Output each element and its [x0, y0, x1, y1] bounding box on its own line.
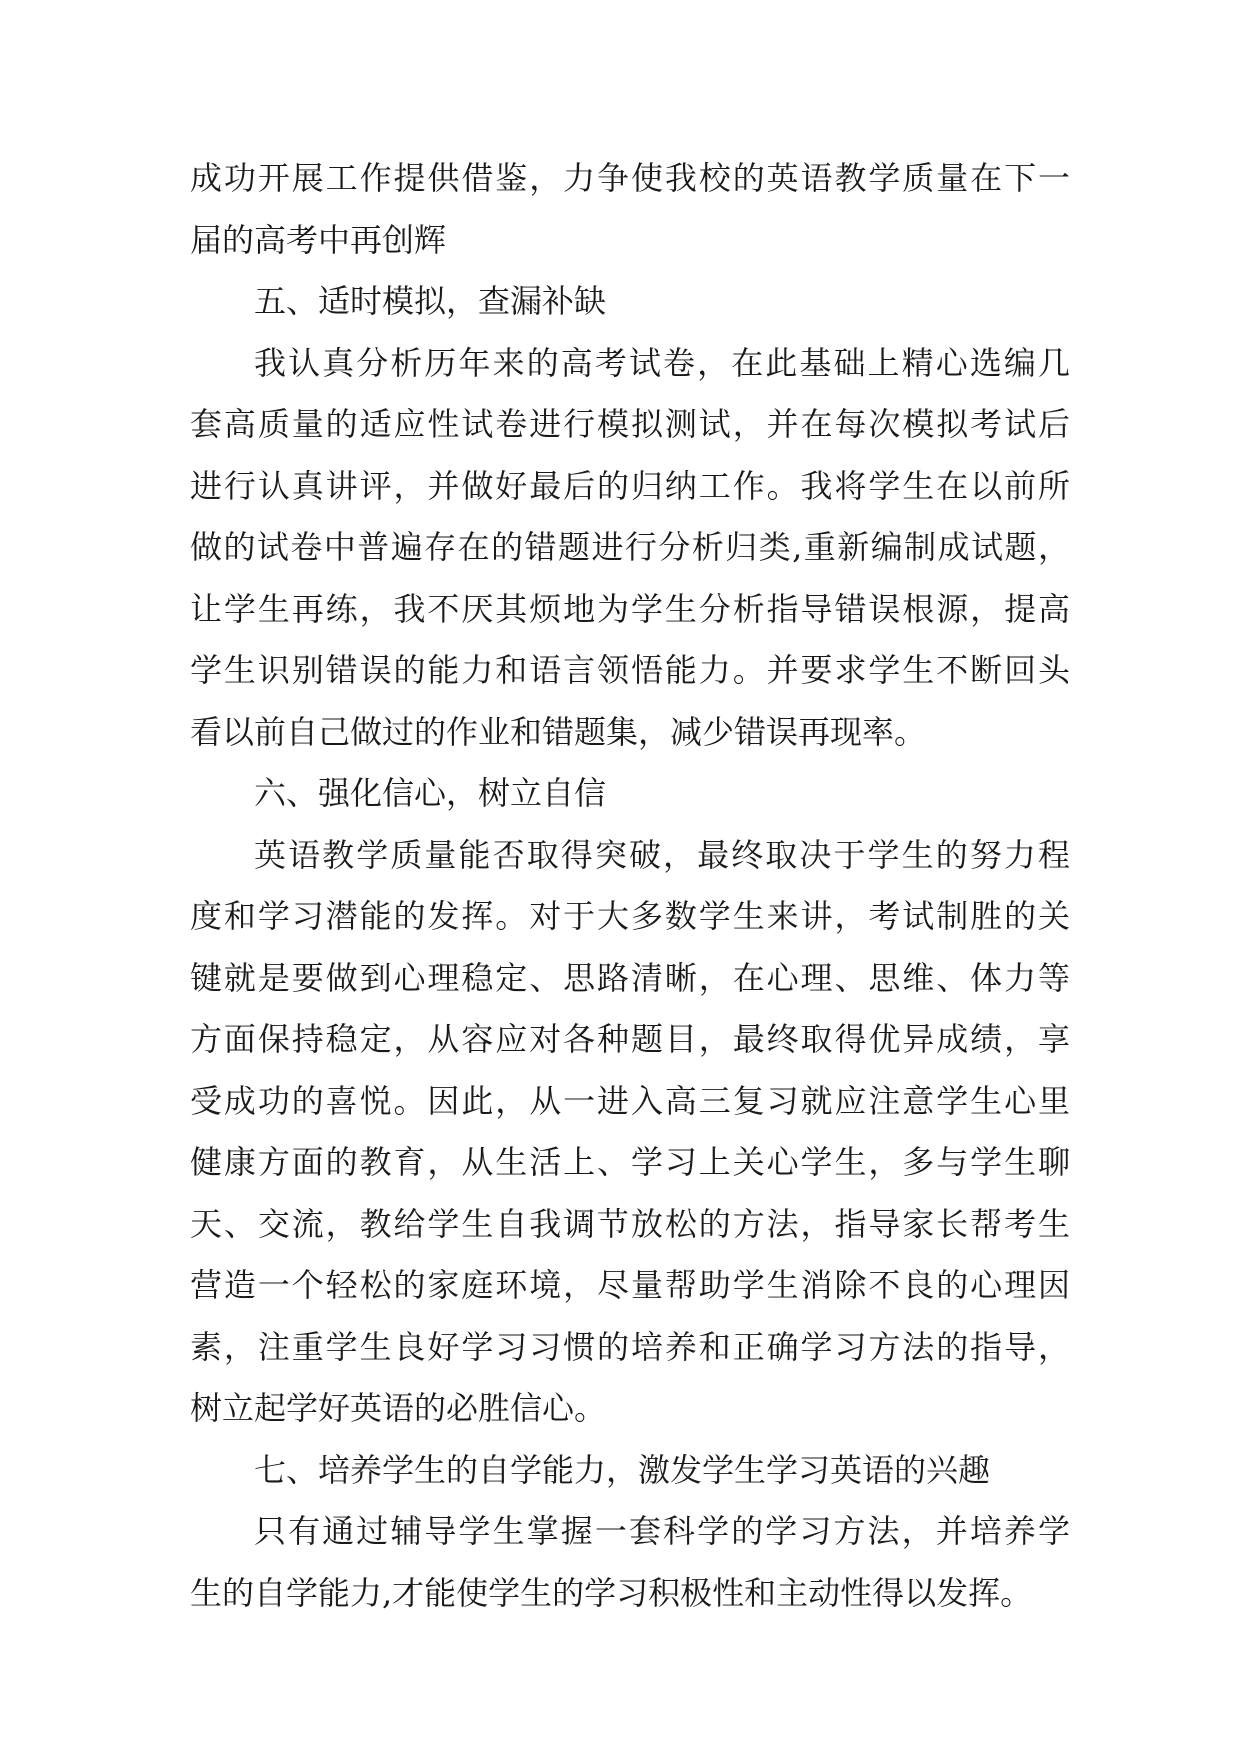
text-line: 成功开展工作提供借鉴，力争使我校的英语教学质量在下一 — [190, 159, 1070, 197]
text-line: 套高质量的适应性试卷进行模拟测试，并在每次模拟考试后 — [190, 405, 1070, 443]
section-heading: 七、培养学生的自学能力，激发学生学习英语的兴趣 — [254, 1450, 991, 1489]
text-line: 届的高考中再创辉 — [190, 220, 447, 259]
section-heading: 五、适时模拟，查漏补缺 — [254, 282, 607, 320]
text-line: 我认真分析历年来的高考试卷，在此基础上精心选编几 — [254, 343, 1070, 382]
document-body — [190, 148, 1070, 1624]
text-line: 进行认真讲评，并做好最后的归纳工作。我将学生在以前所 — [190, 466, 1070, 505]
text-line: 度和学习潜能的发挥。对于大多数学生来讲，考试制胜的关 — [190, 897, 1070, 935]
section-heading: 六、强化信心，树立自信 — [254, 774, 607, 812]
text-line: 做的试卷中普遍存在的错题进行分析归类,重新编制成试题， — [190, 528, 1070, 566]
text-line: 键就是要做到心理稳定、思路清晰，在心理、思维、体力等 — [190, 958, 1070, 997]
text-line: 素，注重学生良好学习习惯的培养和正确学习方法的指导， — [190, 1327, 1070, 1366]
text-line: 受成功的喜悦。因此，从一进入高三复习就应注意学生心里 — [190, 1081, 1070, 1120]
text-line: 天、交流，教给学生自我调节放松的方法，指导家长帮考生 — [190, 1204, 1070, 1243]
text-line: 学生识别错误的能力和语言领悟能力。并要求学生不断回头 — [190, 651, 1070, 689]
text-line: 只有通过辅导学生掌握一套科学的学习方法，并培养学 — [254, 1512, 1070, 1550]
text-line: 让学生再练，我不厌其烦地为学生分析指导错误根源，提高 — [190, 589, 1070, 628]
text-line: 英语教学质量能否取得突破，最终取决于学生的努力程 — [254, 835, 1070, 874]
text-line: 树立起学好英语的必胜信心。 — [190, 1389, 607, 1427]
text-line: 生的自学能力,才能使学生的学习积极性和主动性得以发挥。 — [190, 1573, 1033, 1612]
text-line: 健康方面的教育，从生活上、学习上关心学生，多与学生聊 — [190, 1143, 1070, 1181]
text-line: 营造一个轻松的家庭环境，尽量帮助学生消除不良的心理因 — [190, 1266, 1070, 1304]
text-line: 方面保持稳定，从容应对各种题目，最终取得优异成绩，享 — [190, 1020, 1070, 1058]
text-line: 看以前自己做过的作业和错题集，减少错误再现率。 — [190, 712, 927, 751]
